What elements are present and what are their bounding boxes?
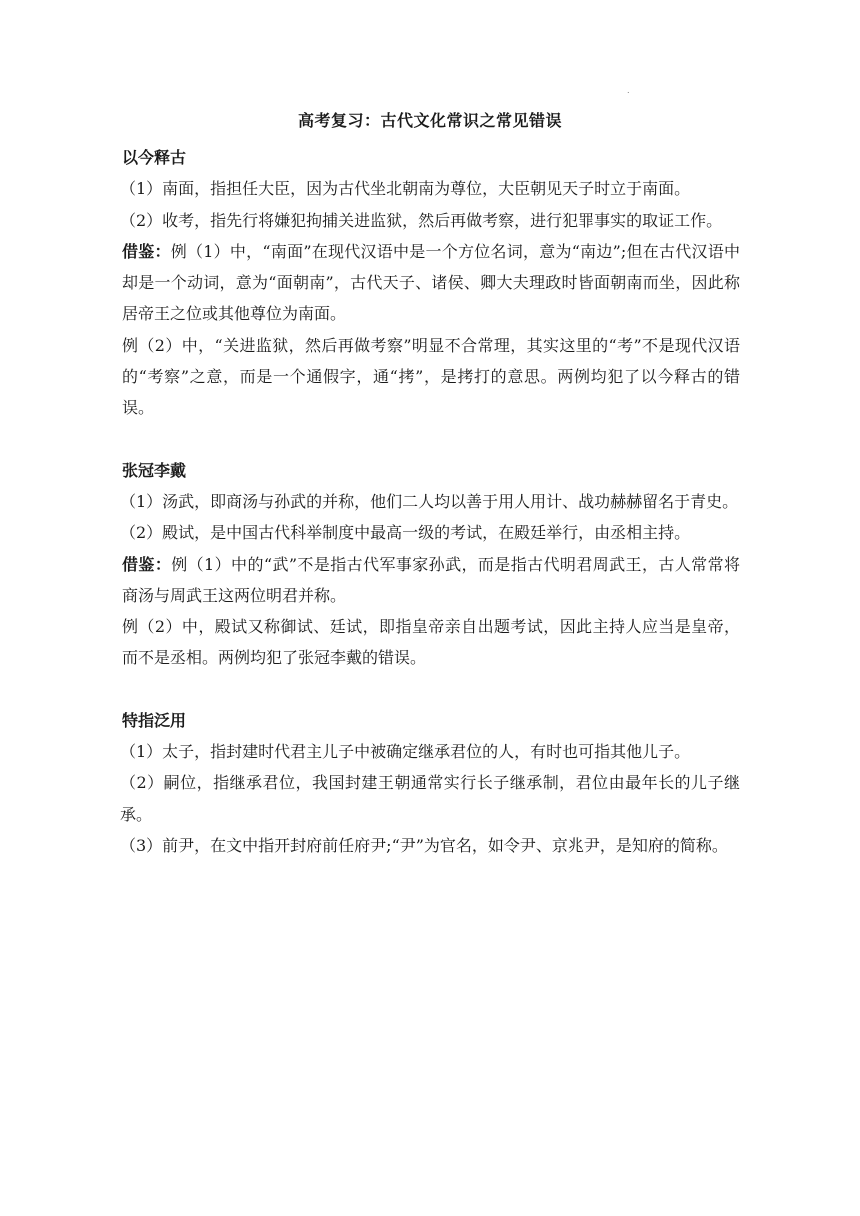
document-body [122,142,740,861]
example-item: （1）南面，指担任大臣，因为古代坐北朝南为尊位，大臣朝见天子时立于南面。 [120,179,691,199]
note-paragraph-extra: 例（2）中，“关进监狱，然后再做考察”明显不合常理，其实这里的“考”不是现代汉语的“考察”之意，而是一个通假字，通“拷”，是拷打的意思。两例均犯了以今释古的错误。 [122,335,740,418]
note-paragraph-extra: 例（2）中，殿试又称御试、廷试，即指皇帝亲自出题考试，因此主持人应当是皇帝，而不是丞相。两例均犯了张冠李戴的错误。 [122,617,740,668]
document-title: 高考复习：古代文化常识之常见错误 [297,111,562,130]
example-item: （2）嗣位，指继承君位，我国封建王朝通常实行长子继承制，君位由最年长的儿子继承。 [120,773,740,824]
example-item: （2）收考，指先行将嫌犯拘捕关进监狱，然后再做考察，进行犯罪事实的取证工作。 [120,210,723,230]
section-heading: 以今释古 [122,148,187,167]
note-text: 例（1）中，“南面”在现代汉语中是一个方位名词，意为“南边”;但在古代汉语中却是一个动词，意为“面朝南”，古代天子、诸侯、卿大夫理政时皆面朝南而坐，因此称居帝王之位或其他尊位为南面。 [122,241,740,324]
note-paragraph [122,236,740,330]
section-yijin-shigu [122,142,740,424]
section-tezhi-fanyong [122,705,740,861]
example-item: （3）前尹，在文中指开封府前任府尹;“尹”为官名，如令尹、京兆尹，是知府的简称。 [120,835,728,855]
note-label: 借鉴： [122,241,171,261]
section-zhangguan-lidai [122,455,740,674]
corner-mark: . [627,86,630,95]
example-item: （2）殿试，是中国古代科举制度中最高一级的考试，在殿廷举行，由丞相主持。 [120,523,691,543]
section-heading: 特指泛用 [122,710,187,730]
example-item: （1）太子，指封建时代君主儿子中被确定继承君位的人，有时也可指其他儿子。 [120,742,691,762]
note-paragraph [122,549,740,612]
note-label: 借鉴： [122,554,172,574]
section-heading: 张冠李戴 [122,460,187,480]
example-item: （1）汤武，即商汤与孙武的并称，他们二人均以善于用人用计、战功赫赫留名于青史。 [120,491,739,511]
note-text: 例（1）中的“武”不是指古代军事家孙武，而是指古代明君周武王，古人常常将商汤与周武王这两位明君并称。 [122,554,740,605]
